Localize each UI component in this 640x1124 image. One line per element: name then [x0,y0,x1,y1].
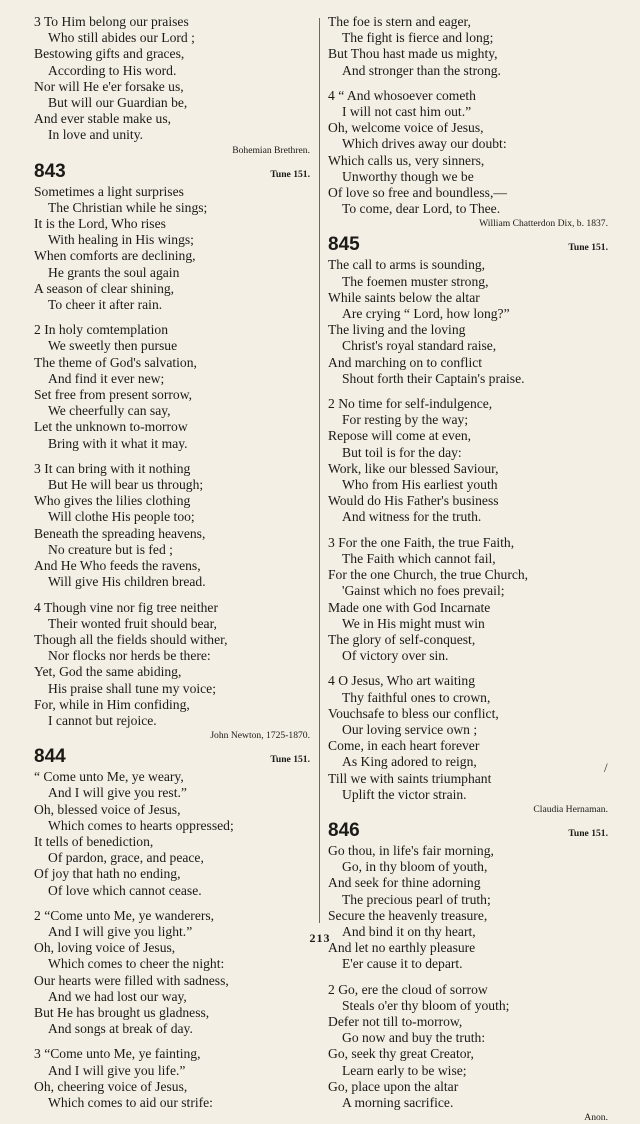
hymn-line: 4 Though vine nor fig tree neither [34,599,218,615]
stanza [34,769,310,899]
stanza [328,14,608,79]
hymn-line: And I will give you light.” [48,923,193,939]
stanza [328,257,608,387]
hymn-line: Go, seek thy great Creator, [328,1046,474,1062]
hymn-line: Of victory over sin. [342,648,449,664]
hymn-line: Learn early to be wise; [342,1062,467,1078]
hymn-line: Who still abides our Lord ; [48,30,195,46]
tune-label: Tune 151. [568,827,608,839]
hymn-line: The theme of God's salvation, [34,354,197,370]
hymn-line: I will not cast him out.” [342,104,472,120]
tune-label: Tune 151. [270,754,310,766]
hymn-line: Bestowing gifts and graces, [34,46,185,62]
hymn-line: Oh, cheering voice of Jesus, [34,1078,188,1094]
hymn-line: We in His might must win [342,615,485,631]
stanza [34,322,310,452]
hymn-line: And ever stable make us, [34,111,172,127]
hymn-line: It is the Lord, Who rises [34,216,166,232]
stanza [34,908,310,1038]
hymn-line: Will clothe His people too; [48,509,195,525]
stanza [34,14,310,144]
hymn-line: Who from His earliest youth [342,477,498,493]
hymn-line: No creature but is fed ; [48,541,173,557]
hymn-header [34,745,310,767]
hymn-line: In love and unity. [48,127,144,143]
hymn-line: But He will bear us through; [48,477,204,493]
hymn-line: The living and the loving [328,322,466,338]
column-divider [319,18,320,923]
hymn-line: Sometimes a light surprises [34,183,184,199]
right-column [328,14,608,1124]
hymn-line: His praise shall tune my voice; [48,680,216,696]
hymn-line: Vouchsafe to bless our conflict, [328,705,499,721]
hymn-line: When comforts are declining, [34,248,196,264]
hymn-line: Which comes to hearts oppressed; [48,817,234,833]
hymn-line: The Christian while he sings; [48,199,208,215]
hymn-line: And we had lost our way, [48,988,187,1004]
hymn-line: Yet, God the same abiding, [34,664,182,680]
hymn-line: Nor will He e'er forsake us, [34,78,184,94]
hymn-line: The call to arms is sounding, [328,257,486,273]
hymn-line: The glory of self-conquest, [328,631,476,647]
hymn-line: While saints below the altar [328,289,480,305]
tune-label: Tune 151. [568,242,608,254]
hymn-line: Which comes to aid our strife: [48,1094,213,1110]
hymn-number: 845 [328,234,360,256]
hymn-header [34,160,310,182]
hymn-line: Of love which cannot cease. [48,882,202,898]
hymn-line: According to His word. [48,62,177,78]
hymn-line: It tells of benediction, [34,833,154,849]
hymn-line: For, while in Him confiding, [34,696,190,712]
hymn-line: Will give His children bread. [48,574,206,590]
hymn-line: The foe is stern and eager, [328,14,471,29]
hymn-header [328,233,608,255]
hymn-line: The fight is fierce and long; [342,30,494,46]
hymn-number: 844 [34,746,66,768]
hymn-line: Thy faithful ones to crown, [342,689,491,705]
hymn-line: Let the unknown to-morrow [34,419,188,435]
hymn-line: Bring with it what it may. [48,435,188,451]
hymn-line: Made one with God Incarnate [328,599,491,615]
hymn-line: Secure the heavenly treasure, [328,907,488,923]
hymn-line: The precious pearl of truth; [342,891,491,907]
hymn-line: And let no earthly pleasure [328,940,476,956]
hymn-line: Of joy that hath no ending, [34,866,181,882]
hymn-line: Their wonted fruit should bear, [48,615,217,631]
hymn-line: And stronger than the strong. [342,62,501,78]
stanza [328,88,608,218]
hymn-line: He grants the soul again [48,264,180,280]
hymn-line: Unworthy though we be [342,168,474,184]
hymn-line: Which comes to cheer the night: [48,956,225,972]
hymn-line: To come, dear Lord, to Thee. [342,201,501,217]
hymn-line: The Faith which cannot fail, [342,550,496,566]
hymn-line: 'Gainst which no foes prevail; [342,583,505,599]
stanza [34,184,310,314]
hymn-number: 846 [328,819,360,841]
hymn-line: Nor flocks nor herds be there: [48,648,211,664]
hymn-number: 843 [34,160,66,182]
hymn-line: A morning sacrifice. [342,1094,454,1110]
hymn-line: To cheer it after rain. [48,297,163,313]
hymn-line: And I will give you rest.” [48,785,187,801]
hymn-line: But Thou hast made us mighty, [328,46,498,62]
stanza [328,396,608,526]
hymn-line: Go, in thy bloom of youth, [342,859,488,875]
hymn-line: But toil is for the day: [342,444,462,460]
stanza [34,600,310,730]
hymn-line: And bind it on thy heart, [342,923,476,939]
hymn-line: Which drives away our doubt: [342,136,507,152]
hymn-line: The foemen muster strong, [342,273,489,289]
hymn-line: 3 “Come unto Me, ye fainting, [34,1046,201,1062]
hymn-line: Repose will come at even, [328,428,472,444]
hymn-line: Beneath the spreading heavens, [34,525,206,541]
left-column [34,14,310,1111]
hymn-line: E'er cause it to depart. [342,956,463,972]
hymn-line: Go thou, in life's fair morning, [328,842,494,858]
stanza [328,982,608,1112]
hymn-line: Set free from present sorrow, [34,387,193,403]
hymn-line: Uplift the victor strain. [342,786,467,802]
hymn-line: And songs at break of day. [48,1021,193,1037]
hymn-line: 2 No time for self-indulgence, [328,396,493,412]
hymn-line: Of pardon, grace, and peace, [48,850,204,866]
hymn-line: 2 In holy comtemplation [34,322,169,338]
attribution: Claudia Hernaman. [533,803,608,815]
hymn-line: Go now and buy the truth: [342,1030,486,1046]
hymn-line: Defer not till to-morrow, [328,1013,463,1029]
hymn-line: 3 It can bring with it nothing [34,460,191,476]
hymn-line: Our hearts were filled with sadness, [34,972,229,988]
hymn-line: As King adored to reign, [342,754,477,770]
hymn-line: Go, place upon the altar [328,1078,459,1094]
hymn-line: And marching on to conflict [328,354,483,370]
hymn-line: And He Who feeds the ravens, [34,558,201,574]
hymn-line: Shout forth their Captain's praise. [342,370,525,386]
hymn-line: And witness for the truth. [342,509,482,525]
hymn-line: Would do His Father's business [328,493,499,509]
hymn-line: 2 “Come unto Me, ye wanderers, [34,907,215,923]
stanza [34,1046,310,1111]
stanza [328,843,608,973]
hymn-line: We sweetly then pursue [48,338,178,354]
hymn-line: Which calls us, very sinners, [328,152,485,168]
hymn-line: Christ's royal standard raise, [342,338,497,354]
stanza [328,673,608,803]
hymn-line: With healing in His wings; [48,232,194,248]
hymn-line: Our loving service own ; [342,721,478,737]
hymn-line: 4 “ And whosoever cometh [328,87,476,103]
hymn-line: Oh, loving voice of Jesus, [34,940,176,956]
hymn-line: Come, in each heart forever [328,738,480,754]
hymn-line: Steals o'er thy bloom of youth; [342,997,510,1013]
hymn-line: Till we with saints triumphant [328,770,492,786]
hymn-line: 4 O Jesus, Who art waiting [328,673,475,689]
hymn-line: 3 For the one Faith, the true Faith, [328,534,515,550]
hymn-line: Oh, blessed voice of Jesus, [34,801,181,817]
hymn-line: For resting by the way; [342,412,469,428]
hymn-line: We cheerfully can say, [48,403,171,419]
hymn-line: Are crying “ Lord, how long?” [342,306,510,322]
hymn-line: Of love so free and boundless,— [328,185,507,201]
hymn-header [328,819,608,841]
hymn-line: Oh, welcome voice of Jesus, [328,120,484,136]
hymn-line: For the one Church, the true Church, [328,567,529,583]
hymn-line: And seek for thine adorning [328,875,481,891]
stanza [328,535,608,665]
attribution: William Chatterdon Dix, b. 1837. [479,218,608,230]
hymn-line: I cannot but rejoice. [48,712,157,728]
hymn-line: And find it ever new; [48,370,165,386]
hymn-line: “ Come unto Me, ye weary, [34,769,184,785]
hymn-line: But He has brought us gladness, [34,1004,210,1020]
attribution: Bohemian Brethren. [232,144,310,156]
hymn-line: A season of clear shining, [34,280,175,296]
page-number: 213 [309,931,331,945]
hymn-line: 2 Go, ere the cloud of sorrow [328,981,488,997]
hymn-line: Though all the fields should wither, [34,631,228,647]
attribution: Anon. [584,1112,608,1124]
hymn-line: Work, like our blessed Saviour, [328,460,499,476]
margin-mark: / [604,760,608,775]
attribution: John Newton, 1725-1870. [210,730,310,742]
hymn-line: Who gives the lilies clothing [34,493,191,509]
hymn-line: But will our Guardian be, [48,95,188,111]
hymn-line: 3 To Him belong our praises [34,14,189,29]
stanza [34,461,310,591]
tune-label: Tune 151. [270,168,310,180]
hymn-line: And I will give you life.” [48,1062,186,1078]
